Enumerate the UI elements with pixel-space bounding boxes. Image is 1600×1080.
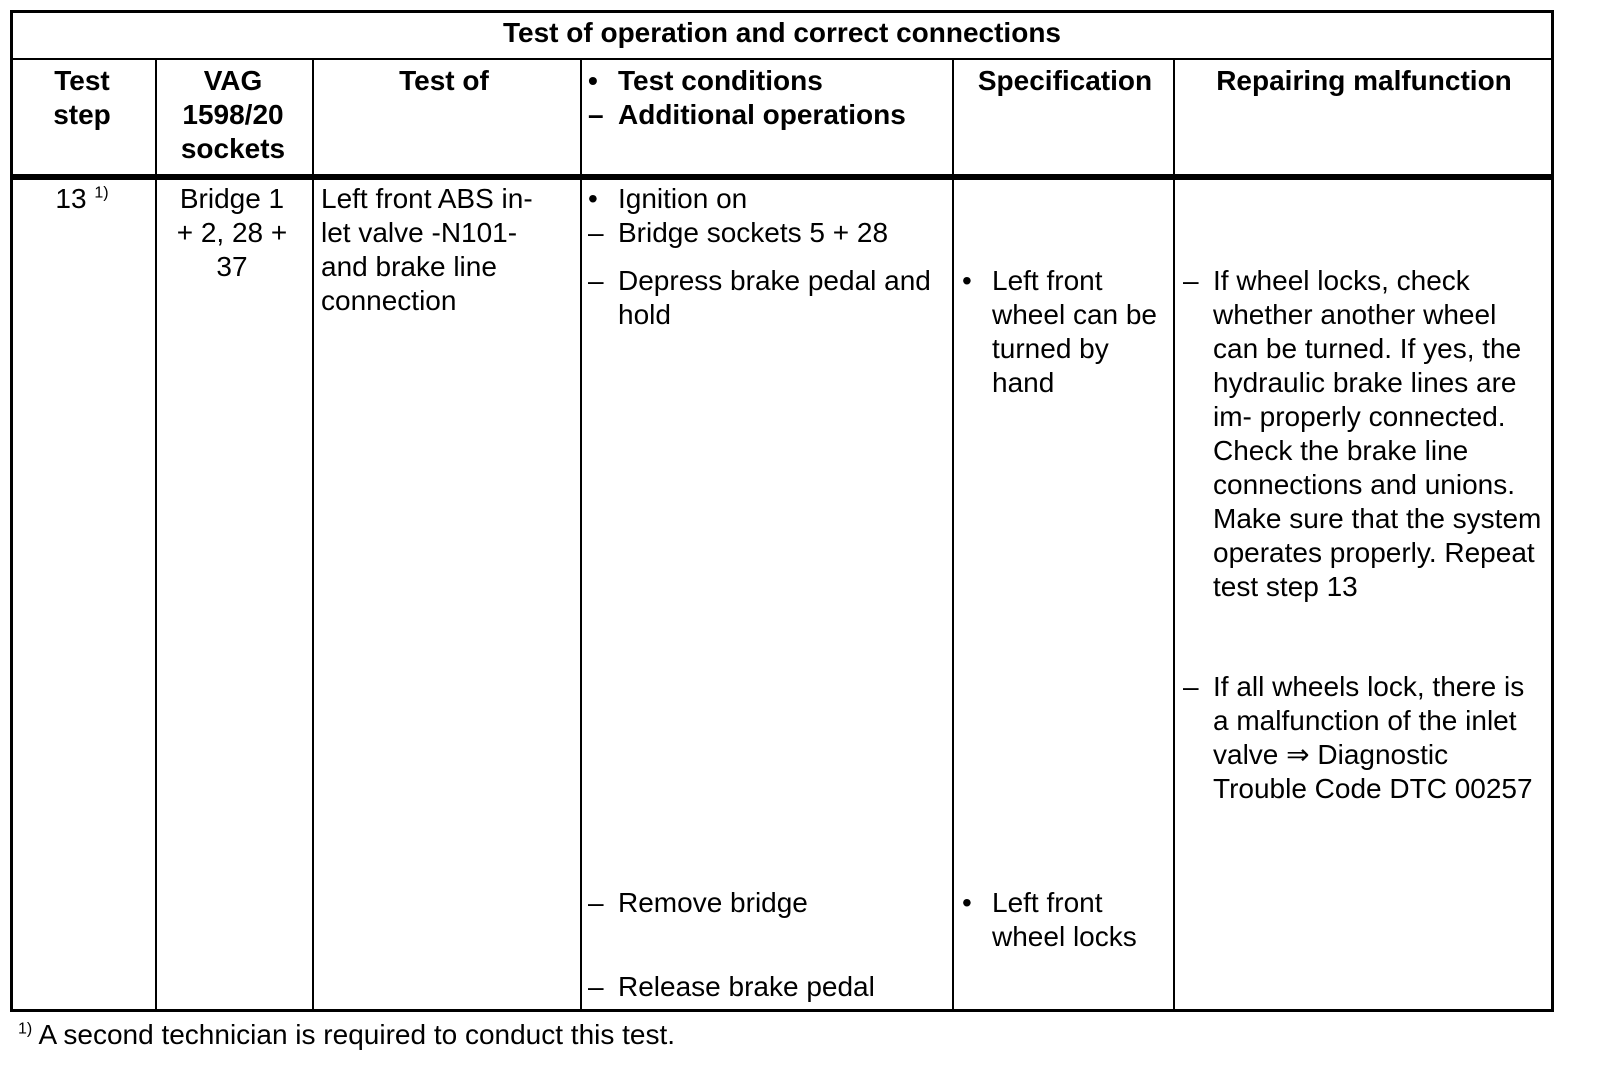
bullet-icon: •	[588, 65, 598, 96]
header-specification: Specification	[977, 65, 1153, 96]
repair-wheel-locks: – If wheel locks, check whether another wheel can be turned. If yes, the hydraulic brake lines are im- properly connected. Check the brake line connections and unions. Make sure that the system operates properly. Repeat test step 13	[1183, 265, 1542, 602]
header-test-step: Test step	[53, 65, 111, 130]
row-test-step: 13 $^{1)}$	[55, 183, 109, 214]
repair-all-wheels-lock: – If all wheels lock, there is a malfunction of the inlet valve ⇒ Diagnostic Trouble Code DTC 00257	[1183, 671, 1533, 804]
spec-wheel-locks: • Left front wheel locks	[962, 887, 1137, 952]
col-divider-3	[580, 58, 582, 1012]
header-test-of: Test of	[399, 65, 489, 96]
row-test-of: Left front ABS in- let valve -N101- and brake line connection	[321, 183, 533, 316]
header-conditions-line1: • Test conditions	[588, 65, 823, 96]
dash-icon: –	[588, 217, 604, 248]
footnote-marker: 1)	[18, 1020, 33, 1038]
condition-remove-bridge: – Remove bridge	[588, 887, 808, 918]
table-title: Test of operation and correct connections	[502, 17, 1061, 48]
condition-ignition-on: • Ignition on	[588, 183, 748, 214]
header-sockets: VAG 1598/20 sockets	[180, 65, 286, 164]
dash-icon: –	[588, 887, 604, 918]
condition-release-pedal: – Release brake pedal	[588, 971, 875, 1002]
footnote	[18, 1018, 1018, 1052]
dash-icon: –	[588, 99, 604, 130]
footnote-text: A second technician is required to conduct this test.	[38, 1019, 676, 1050]
dash-icon: –	[1183, 265, 1199, 296]
title-divider	[10, 58, 1554, 60]
header-conditions-line2: – Additional operations	[588, 99, 906, 130]
bullet-icon: •	[588, 183, 598, 214]
bullet-icon: •	[962, 887, 972, 918]
row-sockets: Bridge 1 + 2, 28 + 37	[176, 183, 288, 282]
bullet-icon: •	[962, 265, 972, 296]
header-repairing: Repairing malfunction	[1216, 65, 1512, 96]
header-divider	[10, 174, 1554, 180]
border-top	[10, 10, 1554, 13]
border-left	[10, 10, 13, 1012]
border-bottom	[10, 1009, 1554, 1012]
border-right	[1551, 10, 1554, 1012]
col-divider-4	[952, 58, 954, 1012]
condition-depress-pedal: – Depress brake pedal and hold	[588, 265, 931, 330]
footnote-ref: 1)	[94, 184, 109, 202]
dash-icon: –	[1183, 671, 1199, 702]
col-divider-2	[312, 58, 314, 1012]
dash-icon: –	[588, 265, 604, 296]
dash-icon: –	[588, 971, 604, 1002]
condition-bridge-sockets: – Bridge sockets 5 + 28	[588, 217, 889, 248]
spec-wheel-turns: • Left front wheel can be turned by hand	[962, 265, 1158, 398]
col-divider-5	[1173, 58, 1175, 1012]
col-divider-1	[155, 58, 157, 1012]
